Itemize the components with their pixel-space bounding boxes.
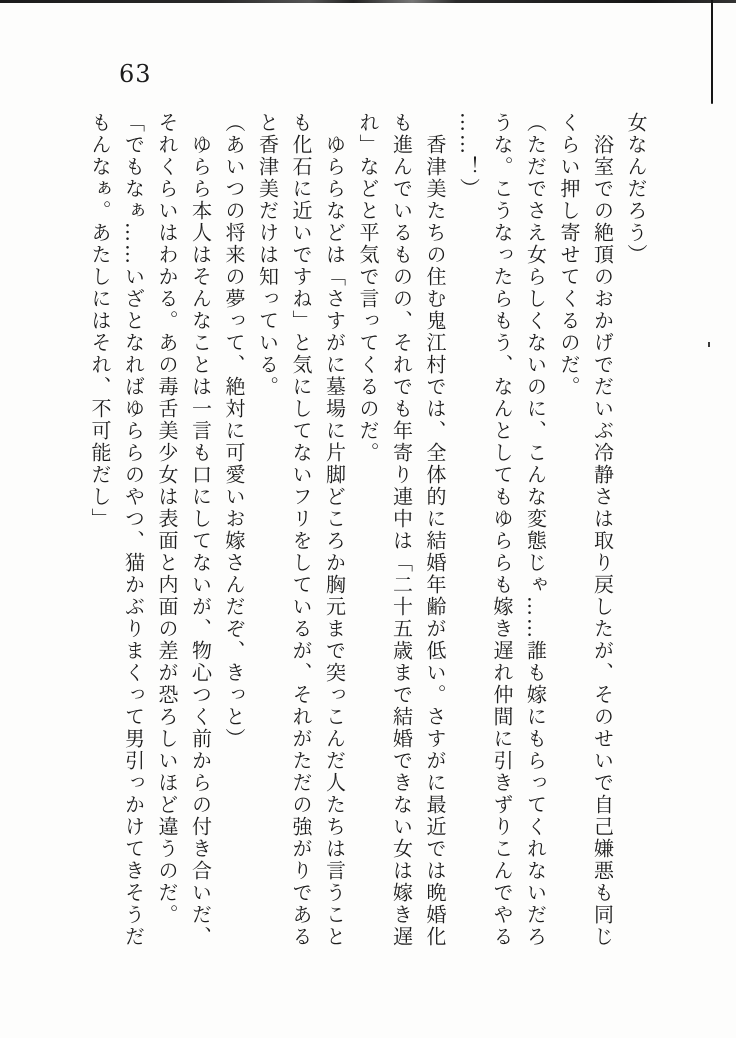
text-column: 「でもなぁ……いざとなればゆららのやつ、猫かぶりまくって男引っかけてきそうだ bbox=[121, 112, 146, 948]
text-column: 香津美たちの住む鬼江村では、全体的に結婚年齢が低い。さすがに最近では晩婚化 bbox=[423, 134, 447, 948]
text-column: （あいつの将来の夢って、絶対に可愛いお嫁さんだぞ、きっと） bbox=[222, 112, 246, 750]
text-column: くらい押し寄せてくるのだ。 bbox=[557, 112, 581, 398]
text-column: もんなぁ。あたしにはそれ、不可能だし」 bbox=[88, 112, 112, 530]
text-column: れ」などと平気で言ってくるのだ。 bbox=[356, 112, 380, 464]
text-column: も化石に近いですね」と気にしてないフリをしているが、それがただの強がりである bbox=[289, 112, 313, 948]
text-column: ゆららなどは「さすがに墓場に片脚どころか胸元まで突っこんだ人たちは言うこと bbox=[322, 134, 347, 948]
text-column: と香津美だけは知っている。 bbox=[255, 112, 280, 398]
text-column: うな。こうなったらもう、なんとしてもゆららも嫁き遅れ仲間に引きずりこんでやる bbox=[490, 112, 514, 948]
page-number: 63 bbox=[119, 60, 152, 88]
text-column: それくらいはわかる。あの毒舌美少女は表面と内面の差が恐ろしいほど違うのだ。 bbox=[155, 112, 179, 926]
scan-artifact-right-edge bbox=[711, 0, 713, 104]
text-column: ゆらら本人はそんなことは一言も口にしてないが、物心つく前からの付き合いだ、 bbox=[188, 134, 213, 948]
text-column: ……！） bbox=[456, 112, 481, 200]
text-column: （ただでさえ女らしくないのに、こんな変態じゃ……誰も嫁にもらってくれないだろ bbox=[523, 112, 548, 948]
text-column: 浴室での絶頂のおかげでだいぶ冷静さは取り戻したが、そのせいで自己嫌悪も同じ bbox=[590, 134, 615, 948]
body-text bbox=[83, 112, 653, 957]
text-column: も進んでいるものの、それでも年寄り連中は「二十五歳まで結婚できない女は嫁き遅 bbox=[389, 112, 414, 948]
scan-artifact-top-edge bbox=[0, 0, 736, 3]
scan-artifact-speck bbox=[708, 342, 710, 347]
text-column: 女なんだろう） bbox=[624, 112, 648, 266]
